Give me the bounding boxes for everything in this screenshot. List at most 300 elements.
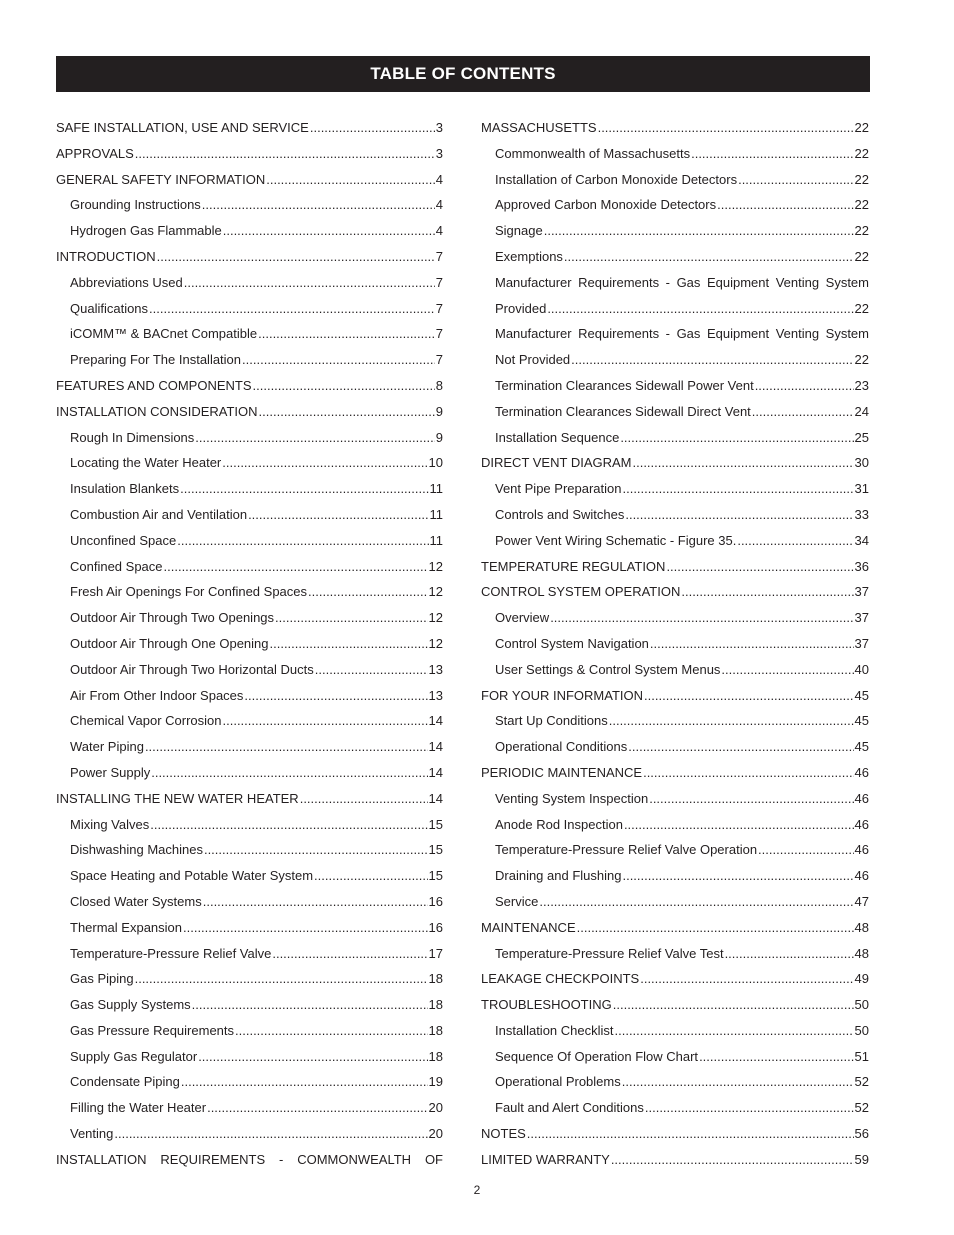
toc-entry-page: 16 xyxy=(428,919,443,935)
toc-entry-page: 16 xyxy=(428,893,443,909)
dot-leader xyxy=(622,476,853,502)
toc-entry[interactable] xyxy=(481,1147,869,1173)
toc-entry[interactable] xyxy=(481,812,869,838)
toc-entry-page: 50 xyxy=(854,997,869,1013)
toc-entry[interactable] xyxy=(56,734,443,760)
toc-entry[interactable] xyxy=(56,605,443,631)
toc-entry-label: Fault and Alert Conditions xyxy=(495,1100,644,1116)
dot-leader xyxy=(310,115,435,141)
dot-leader xyxy=(184,270,435,296)
dot-leader xyxy=(248,502,428,528)
toc-entry[interactable] xyxy=(481,476,869,502)
toc-entry[interactable] xyxy=(56,812,443,838)
toc-entry-label: GENERAL SAFETY INFORMATION xyxy=(56,171,266,187)
dot-leader xyxy=(645,1095,854,1121)
dot-leader xyxy=(180,476,428,502)
dot-leader xyxy=(259,399,435,425)
toc-entry-label: Unconfined Space xyxy=(70,532,177,548)
toc-entry-page: 12 xyxy=(428,635,443,651)
dot-leader xyxy=(644,683,854,709)
toc-entry-page: 19 xyxy=(428,1074,443,1090)
toc-entry[interactable] xyxy=(481,192,869,218)
toc-entry[interactable] xyxy=(481,837,869,863)
toc-entry[interactable] xyxy=(56,167,443,193)
dot-leader xyxy=(235,1018,428,1044)
toc-entry-page: 30 xyxy=(854,455,869,471)
toc-entry[interactable] xyxy=(481,167,869,193)
toc-entry-page: 45 xyxy=(854,713,869,729)
toc-entry[interactable] xyxy=(56,399,443,425)
dot-leader xyxy=(699,1044,853,1070)
toc-entry-page: 4 xyxy=(435,197,443,213)
toc-entry-label: DIRECT VENT DIAGRAM xyxy=(481,455,632,471)
toc-entry[interactable] xyxy=(56,579,443,605)
toc-entry-label: Draining and Flushing xyxy=(495,868,622,884)
toc-entry[interactable] xyxy=(481,1044,869,1070)
toc-entry[interactable] xyxy=(56,1018,443,1044)
toc-entry-page: 7 xyxy=(435,248,443,264)
toc-entry-page: 12 xyxy=(428,610,443,626)
toc-entry[interactable] xyxy=(56,760,443,786)
toc-entry-page: 50 xyxy=(854,1022,869,1038)
dot-leader xyxy=(571,347,853,373)
toc-entry[interactable] xyxy=(56,270,443,296)
toc-entry-label: Not Provided xyxy=(495,352,571,368)
toc-entry-label: Operational Problems xyxy=(495,1074,621,1090)
dot-leader xyxy=(202,192,435,218)
toc-entry-label: Mixing Valves xyxy=(70,816,150,832)
toc-entry-page: 13 xyxy=(428,687,443,703)
toc-entry-label: Space Heating and Potable Water System xyxy=(70,868,314,884)
dot-leader xyxy=(544,218,854,244)
toc-entry-label: Operational Conditions xyxy=(495,739,628,755)
toc-entry[interactable] xyxy=(481,399,869,425)
toc-entry-page: 37 xyxy=(854,610,869,626)
dot-leader xyxy=(547,296,853,322)
toc-entry-page: 9 xyxy=(435,403,443,419)
toc-entry-page: 20 xyxy=(428,1100,443,1116)
toc-entry-page: 34 xyxy=(854,532,869,548)
toc-entry-label: Installation Checklist xyxy=(495,1022,614,1038)
dot-leader xyxy=(611,1147,854,1173)
dot-leader xyxy=(625,502,853,528)
toc-entry-label: Termination Clearances Sidewall Direct Vent xyxy=(495,403,751,419)
toc-entry[interactable] xyxy=(481,579,869,605)
toc-entry-page: 10 xyxy=(428,455,443,471)
toc-entry[interactable] xyxy=(481,528,869,554)
dot-leader xyxy=(643,760,853,786)
toc-entry[interactable] xyxy=(56,786,443,812)
toc-entry-label: Manufacturer Requirements - Gas Equipment Venting System xyxy=(495,274,869,290)
dot-leader xyxy=(253,373,435,399)
toc-entry[interactable] xyxy=(481,218,869,244)
toc-entry[interactable] xyxy=(481,992,869,1018)
toc-entry-page: 22 xyxy=(854,223,869,239)
toc-entry-page: 22 xyxy=(854,300,869,316)
dot-leader xyxy=(640,966,853,992)
toc-entry-label: Thermal Expansion xyxy=(70,919,182,935)
toc-entry[interactable] xyxy=(481,296,869,322)
toc-entry-page: 7 xyxy=(435,274,443,290)
toc-entry-label: CONTROL SYSTEM OPERATION xyxy=(481,584,681,600)
dot-leader xyxy=(613,992,854,1018)
toc-entry-label: Installation of Carbon Monoxide Detectors xyxy=(495,171,738,187)
dot-leader xyxy=(721,657,853,683)
dot-leader xyxy=(632,450,853,476)
toc-entry[interactable] xyxy=(481,321,869,347)
toc-entry[interactable] xyxy=(56,683,443,709)
dot-leader xyxy=(622,1069,854,1095)
toc-entry[interactable] xyxy=(481,270,869,296)
toc-entry-label: Provided xyxy=(495,300,547,316)
toc-entry[interactable] xyxy=(481,760,869,786)
toc-entry-label: iCOMM™ & BACnet Compatible xyxy=(70,326,258,342)
dot-leader xyxy=(145,734,428,760)
toc-entry-label: Anode Rod Inspection xyxy=(495,816,623,832)
toc-entry-label: SAFE INSTALLATION, USE AND SERVICE xyxy=(56,120,309,135)
toc-entry-label: Filling the Water Heater xyxy=(70,1100,207,1116)
toc-entry[interactable] xyxy=(56,657,443,683)
toc-entry-label: TROUBLESHOOTING xyxy=(481,997,612,1013)
toc-entry-label: Manufacturer Requirements - Gas Equipment Venting System xyxy=(495,326,869,342)
toc-entry[interactable] xyxy=(481,141,869,167)
toc-entry[interactable] xyxy=(56,915,443,941)
dot-leader xyxy=(738,167,853,193)
toc-entry-page: 48 xyxy=(854,945,869,961)
toc-left-column xyxy=(56,115,443,1173)
toc-entry-page: 24 xyxy=(854,403,869,419)
toc-entry-page: 48 xyxy=(854,919,869,935)
toc-entry-page: 37 xyxy=(854,584,869,600)
toc-entry-page: 45 xyxy=(854,687,869,703)
dot-leader xyxy=(527,1121,854,1147)
toc-entry[interactable] xyxy=(56,1121,443,1147)
toc-entry[interactable] xyxy=(481,347,869,373)
dot-leader xyxy=(181,1069,428,1095)
toc-entry-page: 31 xyxy=(854,481,869,497)
toc-entry-page: 13 xyxy=(428,661,443,677)
toc-entry-page: 15 xyxy=(428,842,443,858)
toc-entry[interactable] xyxy=(56,450,443,476)
toc-entry-page: 12 xyxy=(428,558,443,574)
toc-entry-label: Installation Sequence xyxy=(495,429,620,445)
dot-leader xyxy=(203,889,428,915)
toc-entry[interactable] xyxy=(56,1095,443,1121)
toc-entry-label: Confined Space xyxy=(70,558,163,574)
toc-entry-page: 52 xyxy=(854,1100,869,1116)
toc-entry-label: Supply Gas Regulator xyxy=(70,1048,198,1064)
toc-entry[interactable] xyxy=(481,786,869,812)
toc-entry[interactable] xyxy=(56,1147,443,1173)
toc-entry-page: 22 xyxy=(854,120,869,135)
dot-leader xyxy=(272,941,427,967)
toc-entry-label: INSTALLING THE NEW WATER HEATER xyxy=(56,790,299,806)
toc-entry-label: Grounding Instructions xyxy=(70,197,201,213)
toc-entry-label: Termination Clearances Sidewall Power Vent xyxy=(495,377,754,393)
toc-entry-page: 56 xyxy=(854,1126,869,1142)
toc-entry-label: APPROVALS xyxy=(56,145,134,161)
dot-leader xyxy=(275,605,427,631)
dot-leader xyxy=(308,579,428,605)
dot-leader xyxy=(622,863,853,889)
toc-right-column xyxy=(481,115,869,1173)
dot-leader xyxy=(195,425,434,451)
dot-leader xyxy=(149,296,435,322)
toc-entry-label: Gas Pressure Requirements xyxy=(70,1022,235,1038)
toc-entry-label: Vent Pipe Preparation xyxy=(495,481,622,497)
toc-entry-page: 18 xyxy=(428,1022,443,1038)
toc-entry-label: Fresh Air Openings For Confined Spaces xyxy=(70,584,308,600)
toc-entry[interactable] xyxy=(481,631,869,657)
dot-leader xyxy=(609,708,854,734)
toc-entry-label: Qualifications xyxy=(70,300,149,316)
dot-leader xyxy=(150,812,427,838)
toc-entry-page: 52 xyxy=(854,1074,869,1090)
toc-entry-label: Outdoor Air Through Two Horizontal Ducts xyxy=(70,661,314,677)
toc-entry[interactable] xyxy=(481,373,869,399)
toc-entry-page: 45 xyxy=(854,739,869,755)
toc-entry[interactable] xyxy=(56,966,443,992)
dot-leader xyxy=(725,941,854,967)
toc-entry-page: 49 xyxy=(854,971,869,987)
dot-leader xyxy=(650,631,854,657)
toc-entry-page: 20 xyxy=(428,1126,443,1142)
toc-entry-page: 12 xyxy=(428,584,443,600)
toc-entry[interactable] xyxy=(56,941,443,967)
toc-entry[interactable] xyxy=(481,863,869,889)
toc-entry[interactable] xyxy=(56,296,443,322)
toc-entry-label: Controls and Switches xyxy=(495,506,625,522)
toc-entry-page: 8 xyxy=(435,377,443,393)
toc-entry-label: Locating the Water Heater xyxy=(70,455,222,471)
toc-entry[interactable] xyxy=(481,1069,869,1095)
toc-entry-page: 14 xyxy=(428,713,443,729)
dot-leader xyxy=(717,192,853,218)
toc-entry-page: 46 xyxy=(854,816,869,832)
toc-entry[interactable] xyxy=(481,657,869,683)
toc-entry-label: Venting xyxy=(70,1126,114,1142)
toc-entry-page: 14 xyxy=(428,790,443,806)
toc-entry[interactable] xyxy=(56,476,443,502)
toc-entry-page: 15 xyxy=(428,816,443,832)
toc-entry-label: Temperature-Pressure Relief Valve Test xyxy=(495,945,724,961)
toc-entry[interactable] xyxy=(56,373,443,399)
toc-entry-label: Insulation Blankets xyxy=(70,481,180,497)
toc-entry[interactable] xyxy=(56,115,443,141)
toc-entry[interactable] xyxy=(56,863,443,889)
toc-entry-label: Abbreviations Used xyxy=(70,274,183,290)
dot-leader xyxy=(207,1095,427,1121)
dot-leader xyxy=(204,837,428,863)
toc-entry[interactable] xyxy=(56,347,443,373)
toc-entry[interactable] xyxy=(481,966,869,992)
toc-entry-page: 18 xyxy=(428,997,443,1013)
toc-entry-page: 18 xyxy=(428,1048,443,1064)
toc-entry-label: Gas Piping xyxy=(70,971,134,987)
toc-entry[interactable] xyxy=(481,1095,869,1121)
toc-entry[interactable] xyxy=(481,115,869,141)
dot-leader xyxy=(681,579,853,605)
toc-entry-page: 46 xyxy=(854,842,869,858)
toc-entry-label: Air From Other Indoor Spaces xyxy=(70,687,244,703)
dot-leader xyxy=(615,1018,854,1044)
toc-entry[interactable] xyxy=(56,631,443,657)
toc-entry[interactable] xyxy=(481,244,869,270)
toc-entry-page: 37 xyxy=(854,635,869,651)
toc-entry-page: 51 xyxy=(854,1048,869,1064)
toc-entry-label: Closed Water Systems xyxy=(70,893,202,909)
toc-entry-page: 4 xyxy=(435,223,443,239)
toc-entry[interactable] xyxy=(481,708,869,734)
dot-leader xyxy=(135,141,435,167)
dot-leader xyxy=(198,1044,427,1070)
toc-entry-page: 22 xyxy=(854,145,869,161)
toc-entry-label: Hydrogen Gas Flammable xyxy=(70,223,222,239)
toc-entry-label: NOTES xyxy=(481,1126,526,1142)
dot-leader xyxy=(114,1121,427,1147)
toc-entry-page: 7 xyxy=(435,352,443,368)
toc-entry-label: Condensate Piping xyxy=(70,1074,180,1090)
toc-entry[interactable] xyxy=(56,192,443,218)
toc-entry-page: 3 xyxy=(435,145,443,161)
toc-entry-label: Preparing For The Installation xyxy=(70,352,242,368)
toc-entry-page: 59 xyxy=(854,1151,869,1167)
toc-entry-page: 7 xyxy=(435,326,443,342)
toc-entry[interactable] xyxy=(56,321,443,347)
dot-leader xyxy=(183,915,428,941)
toc-entry[interactable] xyxy=(481,889,869,915)
toc-entry-label: Venting System Inspection xyxy=(495,790,649,806)
toc-entry-label: PERIODIC MAINTENANCE xyxy=(481,764,643,780)
toc-entry-page: 14 xyxy=(428,764,443,780)
toc-entry[interactable] xyxy=(56,244,443,270)
toc-entry-label: INSTALLATION REQUIREMENTS - COMMONWEALTH OF xyxy=(56,1151,443,1167)
toc-entry-label: Water Piping xyxy=(70,739,144,755)
toc-entry-page: 46 xyxy=(854,764,869,780)
toc-entry[interactable] xyxy=(481,554,869,580)
toc-entry-page: 22 xyxy=(854,352,869,368)
dot-leader xyxy=(758,837,853,863)
toc-entry-page: 4 xyxy=(435,171,443,187)
dot-leader xyxy=(314,863,427,889)
dot-leader xyxy=(691,141,853,167)
dot-leader xyxy=(177,528,428,554)
toc-entry-label: Approved Carbon Monoxide Detectors xyxy=(495,197,717,213)
dot-leader xyxy=(270,631,428,657)
toc-entry-label: Power Supply xyxy=(70,764,151,780)
toc-entry-label: Combustion Air and Ventilation xyxy=(70,506,248,522)
toc-entry-page: 47 xyxy=(854,893,869,909)
page-title: TABLE OF CONTENTS xyxy=(56,56,870,92)
toc-entry-page: 36 xyxy=(854,558,869,574)
toc-entry-page: 23 xyxy=(854,377,869,393)
toc-entry[interactable] xyxy=(481,502,869,528)
dot-leader xyxy=(620,425,853,451)
toc-entry[interactable] xyxy=(481,941,869,967)
toc-entry[interactable] xyxy=(56,218,443,244)
toc-entry[interactable] xyxy=(481,915,869,941)
toc-entry-label: Outdoor Air Through One Opening xyxy=(70,635,269,651)
toc-entry[interactable] xyxy=(56,502,443,528)
dot-leader xyxy=(164,554,428,580)
toc-entry-label: Temperature-Pressure Relief Valve xyxy=(70,945,272,961)
dot-leader xyxy=(192,992,428,1018)
dot-leader xyxy=(222,450,427,476)
dot-leader xyxy=(223,218,435,244)
toc-entry[interactable] xyxy=(56,1044,443,1070)
toc-entry-page: 11 xyxy=(429,481,443,497)
toc-entry-page: 22 xyxy=(854,248,869,264)
toc-entry[interactable] xyxy=(56,889,443,915)
toc-entry-label: Dishwashing Machines xyxy=(70,842,203,858)
toc-entry[interactable] xyxy=(56,992,443,1018)
toc-entry[interactable] xyxy=(481,734,869,760)
toc-entry-label: Start Up Conditions xyxy=(495,713,608,729)
toc-entry-label: Gas Supply Systems xyxy=(70,997,191,1013)
toc-entry-label: Control System Navigation xyxy=(495,635,649,651)
dot-leader xyxy=(755,373,854,399)
toc-entry[interactable] xyxy=(481,683,869,709)
dot-leader xyxy=(666,554,853,580)
dot-leader xyxy=(223,708,428,734)
toc-entry[interactable] xyxy=(481,425,869,451)
toc-entry-page: 3 xyxy=(435,120,443,135)
dot-leader xyxy=(242,347,435,373)
dot-leader xyxy=(258,321,435,347)
toc-entry[interactable] xyxy=(481,450,869,476)
dot-leader xyxy=(628,734,853,760)
toc-entry-label: Temperature-Pressure Relief Valve Operation xyxy=(495,842,758,858)
dot-leader xyxy=(752,399,854,425)
toc-entry-page: 7 xyxy=(435,300,443,316)
dot-leader xyxy=(244,683,427,709)
toc-entry-label: Overview xyxy=(495,610,550,626)
toc-entry-label: FOR YOUR INFORMATION xyxy=(481,687,644,703)
dot-leader xyxy=(151,760,427,786)
dot-leader xyxy=(649,786,853,812)
toc-entry-label: FEATURES AND COMPONENTS xyxy=(56,377,252,393)
toc-entry[interactable] xyxy=(56,141,443,167)
toc-entry[interactable] xyxy=(56,425,443,451)
toc-entry[interactable] xyxy=(481,1018,869,1044)
toc-entry-page: 11 xyxy=(429,532,443,548)
dot-leader xyxy=(564,244,854,270)
toc-entry[interactable] xyxy=(56,837,443,863)
toc-entry[interactable] xyxy=(56,554,443,580)
toc-entry-page: 46 xyxy=(854,868,869,884)
toc-entry-page: 11 xyxy=(429,506,443,522)
toc-entry-label: LEAKAGE CHECKPOINTS xyxy=(481,971,640,987)
toc-entry[interactable] xyxy=(481,605,869,631)
toc-entry-page: 9 xyxy=(435,429,443,445)
toc-entry[interactable] xyxy=(56,528,443,554)
page-number: 2 xyxy=(473,1183,481,1197)
dot-leader xyxy=(550,605,853,631)
toc-entry[interactable] xyxy=(481,1121,869,1147)
toc-entry-page: 17 xyxy=(428,945,443,961)
toc-entry[interactable] xyxy=(56,1069,443,1095)
toc-entry-label: Power Vent Wiring Schematic - Figure 35. xyxy=(495,532,737,548)
toc-entry-page: 25 xyxy=(854,429,869,445)
dot-leader xyxy=(539,889,853,915)
toc-entry-label: Rough In Dimensions xyxy=(70,429,195,445)
toc-entry[interactable] xyxy=(56,708,443,734)
toc-entry-page: 22 xyxy=(854,171,869,187)
toc-entry-label: Service xyxy=(495,893,539,909)
toc-entry-label: MAINTENANCE xyxy=(481,919,576,935)
dot-leader xyxy=(266,167,435,193)
dot-leader xyxy=(577,915,854,941)
